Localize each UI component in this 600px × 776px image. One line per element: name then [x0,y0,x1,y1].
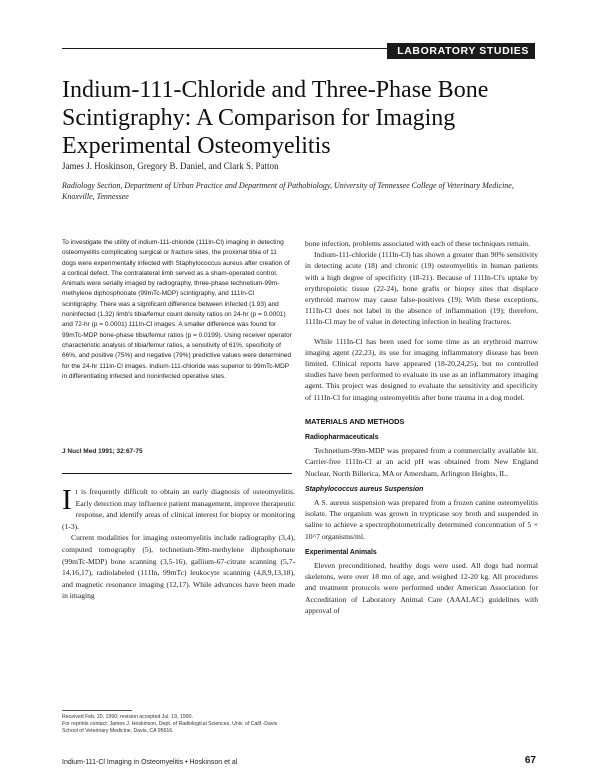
radiopharmaceuticals-text: Technetium-99m-MDP was prepared from a commercially available kit. Carrier-free 111In-Cl at an acid pH was obtained from New England Nuclear, North Billerica, MA or Amersham, Arlington Heights, IL. [305,446,538,478]
right-paragraph-3: While 111In-Cl has been used for some time as an erythroid marrow imaging agent (22,23), its use for imaging inflammatory disease has been limited. Clinical reports have appeared (18-20,24,25), but no controlled studies have been performed to evaluate its use as an inflammatory imaging agent. This project was designed to evaluate the sensitivity and specificity of 111In-Cl for imaging osteomyelitis after bone trauma in a dog model. [305,336,538,402]
right-paragraph-2: Indium-111-chloride (111In-Cl) has shown a greater than 90% sensitivity in detecting acute (18) and chronic (19) osteomyelitis in human patients with a high degree of specificity (18-21). Because of 111In-Cl's uptake by erythropoietic tissue (22-24), bone grafts or biopsy sites that displace erythroid marrow may cause false-positives (19). With these exceptions, 111In-Cl does not label in the absence of inflammation (19); therefore, 111In-Cl may be of value in detecting infection in healing fractures. [305,250,538,327]
abstract-text: To investigate the utility of indium-111-chloride (111In-Cl) imaging in detecting osteomyelitis complicating surgical or fracture sites, the proximal tibia of 11 dogs were experimentally infected with Staphylococcus aureus after creation of a cortical defect. The contralateral limb served as a sham-operated control. Animals were serially imaged by radiography, three-phase technetium-99m-methylene diphosphonate (99mTc-MDP) scintigraphy, and 111In-Cl scintigraphy. There was a significant difference between infected (1.93) and noninfected (1.32) limb's tibia/femur count density ratios on 24-hr (p = 0.0001) and 72-hr (p = 0.0001) 111In-Cl images. A smaller difference was found for 99mTc-MDP bone-phase tibia/femur ratios (p = 0.0199). Using receiver operator characteristic analysis of tibia/femur ratios, a sensitivity of 61%, specificity of 66%, and positive (75%) and negative (79%) predictive values were determined for the 24-hr 111In-Cl images. Indium-111-chloride was superior to 99mTc-MDP in differentiating infected and noninfected operative sites. [62,239,292,380]
footnote-reprints: For reprints contact: James J. Hoskinson, Dept. of Radiological Sciences, Univ. of Calif.-Davis School of Veterinary Medicine, Davis, CA 95616. [62,721,278,734]
article-title: Indium-111-Chloride and Three-Phase Bone Scintigraphy: A Comparison for Imaging Experimental Osteomyelitis [62,77,489,159]
footnote-received: Received Feb. 20, 1990; revision accepted Jul. 19, 1990. [62,714,193,720]
animals-text: Eleven preconditioned, healthy dogs were used. All dogs had normal skeletons, were over 18 mo of age, and weighed 12-20 kg. All procedures and treatment protocols were performed under American Association for Accreditation of Laboratory Animal Care (AAALAC) guidelines with approval of [305,561,538,615]
right-column [305,238,538,616]
section-label: LABORATORY STUDIES [387,43,535,59]
staph-text: A S. aureus suspension was prepared from a frozen canine osteomyelitis isolate. The organism was grown in trypticase soy broth and suspended in saline to achieve a spectrophotometrically determined concentration of 5 × 10^7 organisms/ml. [305,498,538,541]
page-number: 67 [524,755,536,766]
intro-paragraph-1-text: t is frequently difficult to obtain an early diagnosis of osteomyelitis. Early detection may influence patient management, improve therapeutic response, and identify areas of clinical interest for biopsy or monitoring (1-3). [62,487,295,531]
staph-heading: Staphylococcus aureus Suspension [305,485,424,493]
drop-cap: I [62,484,72,516]
methods-heading: MATERIALS AND METHODS [305,416,405,426]
footnote-rule [62,710,132,711]
abstract-divider [62,473,292,474]
journal-citation: J Nucl Med 1991; 32:67-75 [62,448,143,455]
intro-paragraph-1 [62,486,295,532]
introduction [62,486,295,602]
intro-paragraph-2: Current modalities for imaging osteomyelitis include radiography (3,4), computed tomography (5), technetium-99m-methylene diphosphonate (99mTc-MDP) bone scanning (3,5-16), gallium-67-citrate scanning (5,7-14,16,17), radiolabeled (111In, 99mTc) leukocyte scanning (4,8,9,13,18), and magnetic resonance imaging (12,17). While advances have been made in imaging [62,533,295,601]
article-affiliation: Radiology Section, Department of Urban Practice and Department of Pathobiology, University of Tennessee College of Veterinary Medicine, Knoxville, Tennessee [62,181,514,201]
running-title: Indium-111-Cl Imaging in Osteomyelitis • Hoskinson et al [62,759,238,766]
right-paragraph-1: bone infection, problems associated with each of these techniques remain. [305,239,530,248]
radiopharmaceuticals-heading: Radiopharmaceuticals [305,434,379,442]
animals-heading: Experimental Animals [305,548,377,556]
article-authors: James J. Hoskinson, Gregory B. Daniel, and Clark S. Patton [62,161,279,171]
footnote [62,714,292,735]
